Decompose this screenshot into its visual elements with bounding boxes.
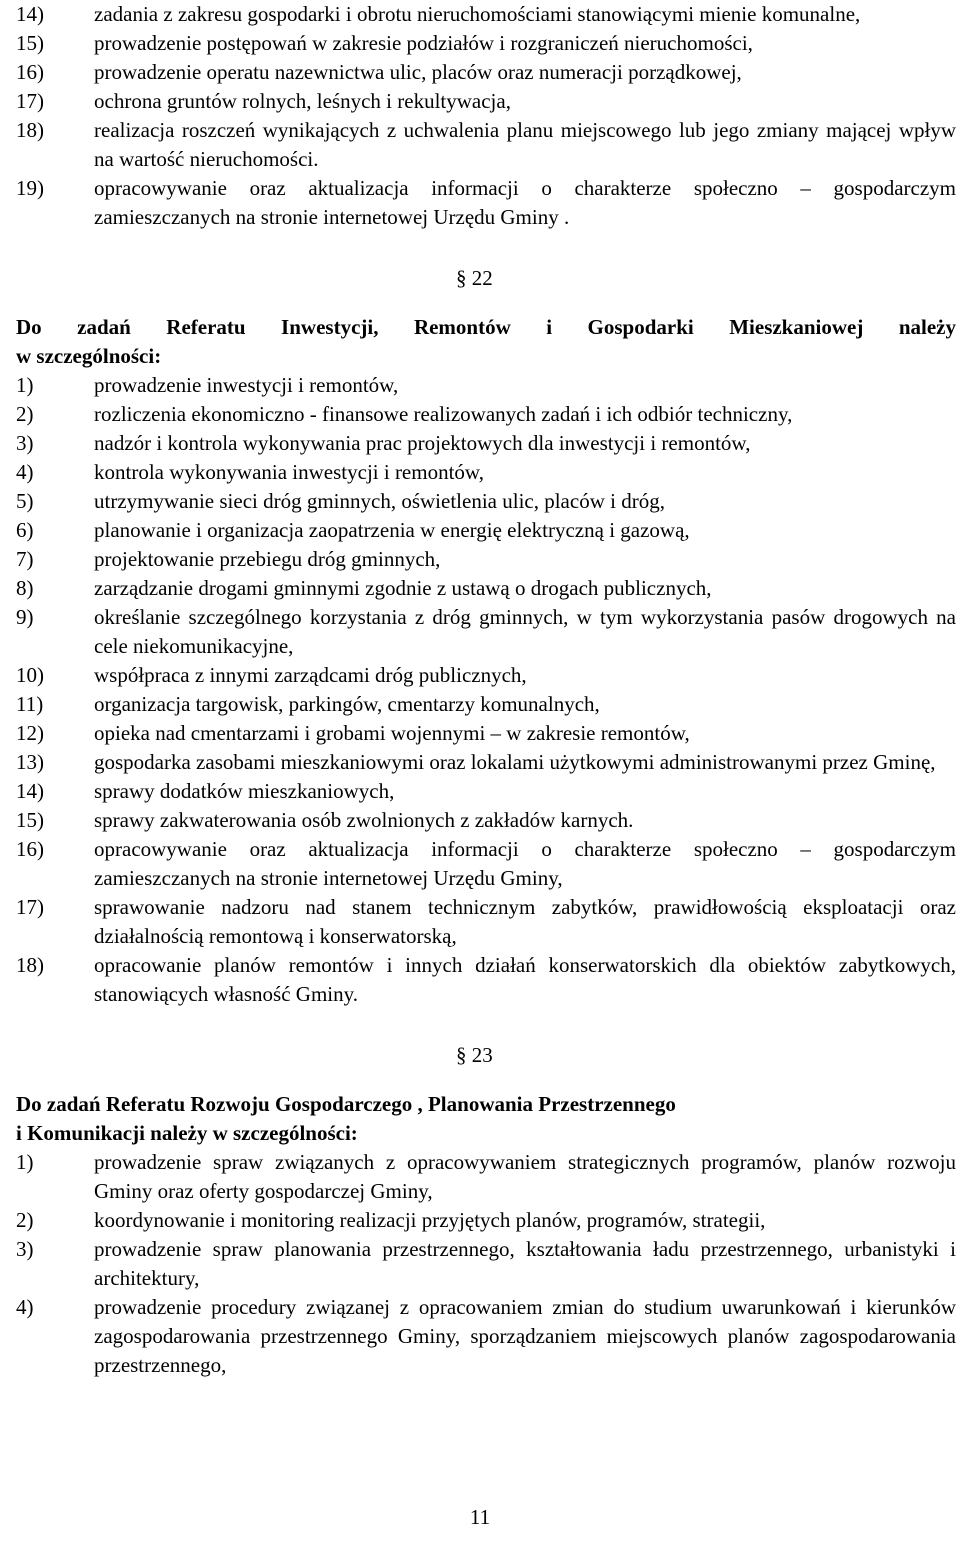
- item-text: gospodarka zasobami mieszkaniowymi oraz lokalami użytkowymi administrowanymi przez Gminę,: [94, 750, 936, 774]
- item-number: 4): [16, 460, 34, 484]
- item-number: 6): [16, 518, 34, 542]
- page-number: 11: [469, 1505, 491, 1529]
- list-item: [16, 174, 956, 232]
- list-item: [16, 545, 956, 574]
- item-number: 16): [16, 60, 44, 84]
- list-item: [16, 719, 956, 748]
- item-text: prowadzenie operatu nazewnictwa ulic, placów oraz numeracji porządkowej,: [94, 60, 742, 84]
- item-number: 1): [16, 373, 34, 397]
- item-number: 15): [16, 31, 44, 55]
- list-item: [16, 516, 956, 545]
- section-23-heading-line2: i Komunikacji należy w szczególności:: [16, 1121, 358, 1145]
- list-item: [16, 29, 956, 58]
- item-text: planowanie i organizacja zaopatrzenia w energię elektryczną i gazową,: [94, 518, 690, 542]
- item-text: koordynowanie i monitoring realizacji przyjętych planów, programów, strategii,: [94, 1208, 766, 1232]
- list-item: [16, 748, 956, 777]
- list-item: [16, 116, 956, 174]
- item-text: prowadzenie inwestycji i remontów,: [94, 373, 399, 397]
- item-number: 3): [16, 431, 34, 455]
- list-item: [16, 0, 956, 29]
- item-text: prowadzenie spraw planowania przestrzennego, kształtowania ładu przestrzennego, urbanistyki i architektury,: [94, 1237, 956, 1290]
- list-item: [16, 603, 956, 661]
- section-23-heading: [16, 1090, 956, 1148]
- section-23-heading-line1: Do zadań Referatu Rozwoju Gospodarczego , Planowania Przestrzennego: [16, 1092, 676, 1116]
- list-item: [16, 835, 956, 893]
- list-item: [16, 690, 956, 719]
- item-text: prowadzenie spraw związanych z opracowywaniem strategicznych programów, planów rozwoju Gminy oraz oferty gospodarczej Gminy,: [94, 1150, 956, 1203]
- section-22-list: [16, 371, 956, 1009]
- list-item: [16, 487, 956, 516]
- list-item: [16, 777, 956, 806]
- top-list: [16, 0, 956, 232]
- item-number: 8): [16, 576, 34, 600]
- item-number: 18): [16, 118, 44, 142]
- list-item: [16, 458, 956, 487]
- item-text: projektowanie przebiegu dróg gminnych,: [94, 547, 441, 571]
- list-item: [16, 574, 956, 603]
- item-number: 17): [16, 89, 44, 113]
- item-text: kontrola wykonywania inwestycji i remontów,: [94, 460, 484, 484]
- item-number: 15): [16, 808, 44, 832]
- item-text: sprawy dodatków mieszkaniowych,: [94, 779, 395, 803]
- item-number: 4): [16, 1295, 34, 1319]
- item-number: 5): [16, 489, 34, 513]
- list-item: [16, 429, 956, 458]
- item-text: zarządzanie drogami gminnymi zgodnie z ustawą o drogach publicznych,: [94, 576, 712, 600]
- item-text: opracowanie planów remontów i innych działań konserwatorskich dla obiektów zabytkowych, stanowiących własność Gminy.: [94, 953, 956, 1006]
- item-number: 2): [16, 402, 34, 426]
- item-number: 9): [16, 605, 34, 629]
- list-item: [16, 1235, 956, 1293]
- list-item: [16, 951, 956, 1009]
- section-23-list: [16, 1148, 956, 1380]
- section-22-mark: § 22: [456, 266, 493, 290]
- item-text: opieka nad cmentarzami i grobami wojennymi – w zakresie remontów,: [94, 721, 690, 745]
- list-item: [16, 87, 956, 116]
- item-number: 3): [16, 1237, 34, 1261]
- item-number: 19): [16, 176, 44, 200]
- document-page: [16, 0, 956, 1380]
- section-22-heading: [16, 313, 956, 371]
- list-item: [16, 1206, 956, 1235]
- item-text: prowadzenie postępowań w zakresie podziałów i rozgraniczeń nieruchomości,: [94, 31, 753, 55]
- item-number: 18): [16, 953, 44, 977]
- item-number: 7): [16, 547, 34, 571]
- item-text: prowadzenie procedury związanej z opracowaniem zmian do studium uwarunkowań i kierunków zagospodarowania przestrzennego Gminy, sporządzaniem miejscowych planów zagospodarowania przestrzennego,: [94, 1295, 956, 1377]
- item-number: 11): [16, 692, 44, 716]
- section-23-mark: § 23: [456, 1043, 493, 1067]
- item-text: rozliczenia ekonomiczno - finansowe realizowanych zadań i ich odbiór techniczny,: [94, 402, 793, 426]
- item-number: 1): [16, 1150, 34, 1174]
- section-22-heading-line2: w szczególności:: [16, 344, 162, 368]
- item-number: 17): [16, 895, 44, 919]
- item-text: ochrona gruntów rolnych, leśnych i rekultywacja,: [94, 89, 511, 113]
- list-item: [16, 1293, 956, 1380]
- list-item: [16, 661, 956, 690]
- item-number: 16): [16, 837, 44, 861]
- item-text: utrzymywanie sieci dróg gminnych, oświetlenia ulic, placów i dróg,: [94, 489, 665, 513]
- item-number: 13): [16, 750, 44, 774]
- item-number: 14): [16, 2, 44, 26]
- list-item: [16, 58, 956, 87]
- list-item: [16, 806, 956, 835]
- item-text: sprawowanie nadzoru nad stanem technicznym zabytków, prawidłowością eksploatacji oraz działalnością remontową i konserwatorską,: [94, 895, 956, 948]
- list-item: [16, 893, 956, 951]
- item-text: nadzór i kontrola wykonywania prac projektowych dla inwestycji i remontów,: [94, 431, 751, 455]
- list-item: [16, 371, 956, 400]
- item-text: współpraca z innymi zarządcami dróg publicznych,: [94, 663, 527, 687]
- list-item: [16, 400, 956, 429]
- item-text: zadania z zakresu gospodarki i obrotu nieruchomościami stanowiącymi mienie komunalne,: [94, 2, 861, 26]
- item-text: sprawy zakwaterowania osób zwolnionych z zakładów karnych.: [94, 808, 634, 832]
- item-number: 12): [16, 721, 44, 745]
- item-text: opracowywanie oraz aktualizacja informacji o charakterze społeczno – gospodarczym zamieszczanych na stronie internetowej Urzędu Gminy,: [94, 837, 956, 890]
- item-text: opracowywanie oraz aktualizacja informacji o charakterze społeczno – gospodarczym zamieszczanych na stronie internetowej Urzędu Gminy .: [94, 176, 956, 229]
- item-number: 10): [16, 663, 44, 687]
- item-text: realizacja roszczeń wynikających z uchwalenia planu miejscowego lub jego zmiany mającej wpływ na wartość nieruchomości.: [94, 118, 956, 171]
- section-22-heading-line1: Do zadań Referatu Inwestycji, Remontów i Gospodarki Mieszkaniowej należy: [16, 315, 956, 339]
- item-text: określanie szczególnego korzystania z dróg gminnych, w tym wykorzystania pasów drogowych na cele niekomunikacyjne,: [94, 605, 956, 658]
- item-text: organizacja targowisk, parkingów, cmentarzy komunalnych,: [94, 692, 600, 716]
- item-number: 14): [16, 779, 44, 803]
- item-number: 2): [16, 1208, 34, 1232]
- list-item: [16, 1148, 956, 1206]
